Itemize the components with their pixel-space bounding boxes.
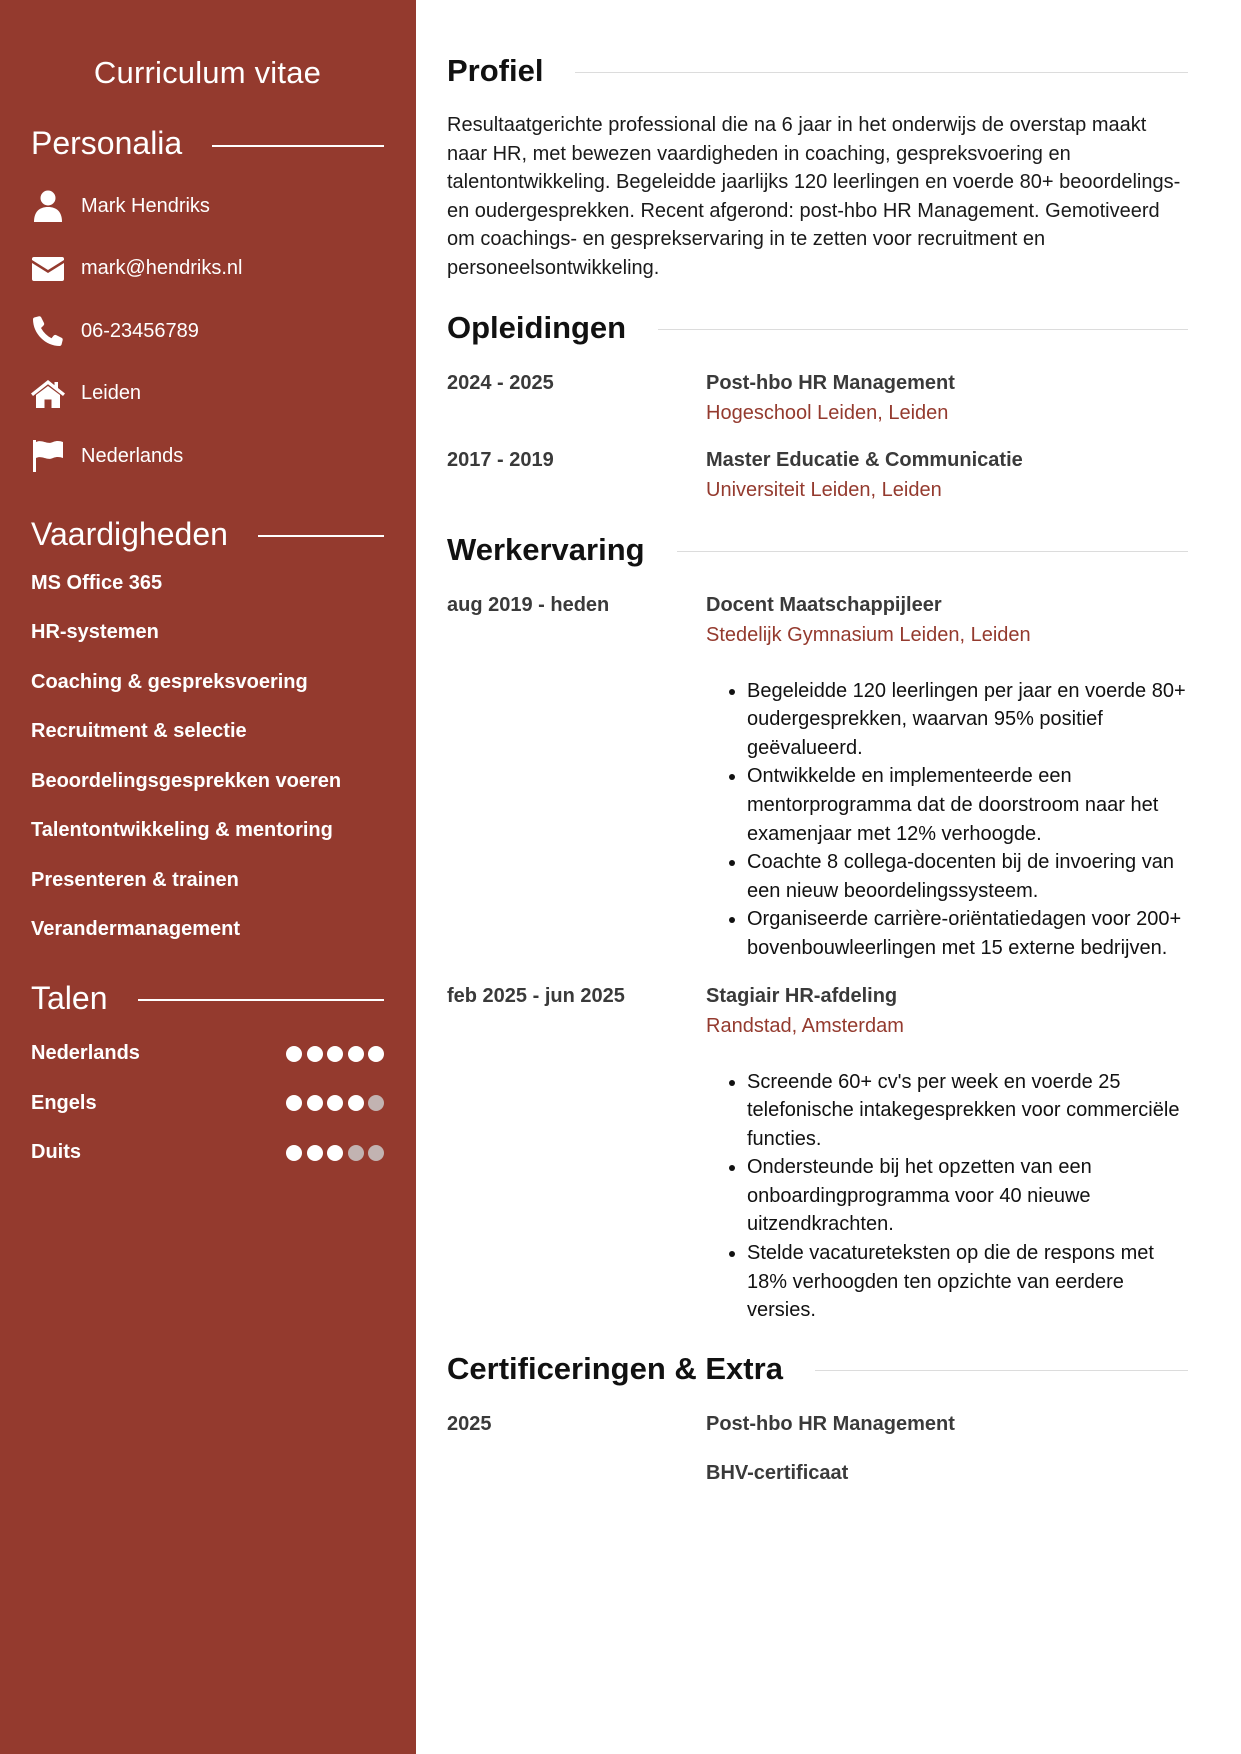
phone-icon: [31, 314, 65, 348]
entry-title: BHV-certificaat: [706, 1461, 849, 1484]
certification-entry: [447, 1462, 1188, 1485]
achievement-item: • Stelde vacatureteksten op die de respons met 18% verhoogden ten opzichte van eerdere versies.: [747, 1239, 1188, 1325]
skill-item: Recruitment & selectie: [31, 720, 247, 742]
entry-organization: Hogeschool Leiden, Leiden: [706, 401, 949, 424]
level-dot-filled: [286, 1145, 302, 1161]
level-dot-filled: [307, 1145, 323, 1161]
experience-entry: [447, 985, 1188, 1325]
heading-divider: [815, 1370, 1188, 1371]
achievement-item: • Ontwikkelde en implementeerde een mentorprogramma dat de doorstroom naar het examenjaar met 12% verhoogde.: [747, 762, 1188, 848]
skill-item: MS Office 365: [31, 571, 163, 594]
contact-phone-text: 06-23456789: [81, 319, 199, 342]
contact-email[interactable]: [31, 238, 384, 301]
skill-item: Presenteren & trainen: [31, 868, 239, 891]
certifications-heading: [447, 1351, 1188, 1387]
heading-divider: [258, 535, 384, 537]
flag-icon: [31, 439, 65, 473]
achievement-list: [706, 1068, 1188, 1325]
entry-title: Post-hbo HR Management: [706, 1412, 955, 1435]
entry-organization: Stedelijk Gymnasium Leiden, Leiden: [706, 623, 1031, 646]
user-icon: [31, 189, 65, 223]
heading-divider: [658, 329, 1188, 330]
language-item: [31, 1039, 384, 1089]
experience-entry: [447, 594, 1188, 963]
contact-nationality-text: Nederlands: [81, 444, 184, 467]
level-dot-filled: [368, 1046, 384, 1062]
achievement-item: • Coachte 8 collega-docenten bij de invoering van een nieuw beoordelingssysteem.: [747, 848, 1188, 905]
certifications-section: [447, 1351, 1188, 1485]
profile-text: Resultaatgerichte professional die na 6 jaar in het onderwijs de overstap maakt naar HR, met bewezen vaardigheden in coaching, gespreksvoering en talentontwikkeling. Begeleidde jaarlijks 120 leerlingen en voerde 80+ beoordelings- en oudergesprekken. Recent afgerond: post-hbo HR Management. Gemotiveerd om coachings- en gesprekservaring in te zetten voor recruitment en personeelsontwikkeling.: [447, 114, 1181, 279]
contact-nationality: [31, 425, 384, 488]
experience-heading-label: Werkervaring: [447, 531, 645, 567]
language-item: [31, 1088, 384, 1138]
education-heading: [447, 310, 1188, 346]
skills-list: [31, 572, 384, 968]
level-dot-filled: [348, 1095, 364, 1111]
contact-email-text: mark@hendriks.nl: [81, 257, 243, 280]
level-dot-filled: [348, 1046, 364, 1062]
skill-item: Talentontwikkeling & mentoring: [31, 819, 333, 841]
education-section: [447, 310, 1188, 502]
profile-heading: [447, 53, 1188, 89]
language-name: Engels: [31, 1091, 97, 1114]
education-entry: [447, 449, 1188, 502]
achievement-item: • Organiseerde carrière-oriëntatiedagen voor 200+ bovenbouwleerlingen met 15 externe bedrijven.: [747, 905, 1188, 962]
entry-date: 2017 - 2019: [447, 448, 554, 471]
home-icon: [31, 377, 65, 411]
level-dot-empty: [368, 1095, 384, 1111]
experience-section: [447, 532, 1188, 1325]
languages-heading: [31, 980, 384, 1017]
level-dot-filled: [327, 1046, 343, 1062]
skills-heading: [31, 516, 384, 553]
language-name: Duits: [31, 1141, 81, 1164]
experience-heading: [447, 532, 1188, 568]
achievement-item: • Ondersteunde bij het opzetten van een onboardingprogramma voor 40 nieuwe uitzendkrachten.: [747, 1153, 1188, 1239]
languages-heading-label: Talen: [31, 979, 108, 1016]
heading-divider: [212, 145, 384, 147]
heading-divider: [575, 72, 1188, 73]
level-dot-filled: [327, 1095, 343, 1111]
entry-date: feb 2025 - jun 2025: [447, 984, 625, 1007]
level-dot-filled: [307, 1095, 323, 1111]
envelope-icon: [31, 252, 65, 286]
personalia-heading-label: Personalia: [31, 125, 183, 161]
skill-item: Coaching & gespreksvoering: [31, 670, 308, 693]
language-level-rating: [286, 1095, 384, 1111]
profile-heading-label: Profiel: [447, 53, 544, 88]
certification-entry: [447, 1413, 1188, 1436]
entry-title: Docent Maatschappijleer: [706, 593, 942, 616]
level-dot-filled: [286, 1046, 302, 1062]
skill-item: Beoordelingsgesprekken voeren: [31, 769, 342, 792]
contact-list: [31, 175, 384, 488]
level-dot-filled: [307, 1046, 323, 1062]
certifications-heading-label: Certificeringen & Extra: [447, 1350, 783, 1386]
skill-item: HR-systemen: [31, 621, 159, 643]
language-level-rating: [286, 1046, 384, 1062]
entry-date: [447, 1462, 706, 1485]
level-dot-empty: [368, 1145, 384, 1161]
entry-title: Stagiair HR-afdeling: [706, 984, 898, 1007]
main-content: [447, 0, 1188, 1485]
entry-title: Master Educatie & Communicatie: [706, 448, 1023, 471]
entry-organization: Universiteit Leiden, Leiden: [706, 478, 942, 501]
contact-city: [31, 363, 384, 426]
language-level-rating: [286, 1145, 384, 1161]
languages-list: [31, 1039, 384, 1188]
achievement-item: • Screende 60+ cv's per week en voerde 25 telefonische intakegesprekken voor commerciële functies.: [747, 1068, 1188, 1154]
contact-name-text: Mark Hendriks: [81, 194, 210, 217]
personalia-heading: [31, 125, 384, 162]
education-entry: [447, 372, 1188, 425]
heading-divider: [677, 551, 1188, 552]
achievement-item: • Begeleidde 120 leerlingen per jaar en voerde 80+ oudergesprekken, waarvan 95% positief geëvalueerd.: [747, 677, 1188, 763]
profile-section: [447, 53, 1188, 283]
entry-date: 2024 - 2025: [447, 371, 554, 394]
level-dot-filled: [286, 1095, 302, 1111]
contact-phone[interactable]: [31, 300, 384, 363]
heading-divider: [138, 999, 385, 1001]
language-name: Nederlands: [31, 1042, 140, 1065]
education-heading-label: Opleidingen: [447, 309, 627, 345]
level-dot-filled: [327, 1145, 343, 1161]
entry-date: 2025: [447, 1412, 492, 1435]
cv-title: Curriculum vitae: [93, 55, 322, 90]
contact-name: [31, 175, 384, 238]
achievement-list: [706, 677, 1188, 963]
sidebar: [0, 0, 416, 1754]
skill-item: Verandermanagement: [31, 918, 240, 940]
level-dot-empty: [348, 1145, 364, 1161]
contact-city-text: Leiden: [81, 382, 142, 405]
entry-title: Post-hbo HR Management: [706, 371, 955, 394]
skills-heading-label: Vaardigheden: [31, 515, 228, 552]
language-item: [31, 1138, 384, 1188]
entry-date: aug 2019 - heden: [447, 593, 610, 616]
entry-organization: Randstad, Amsterdam: [706, 1014, 904, 1037]
